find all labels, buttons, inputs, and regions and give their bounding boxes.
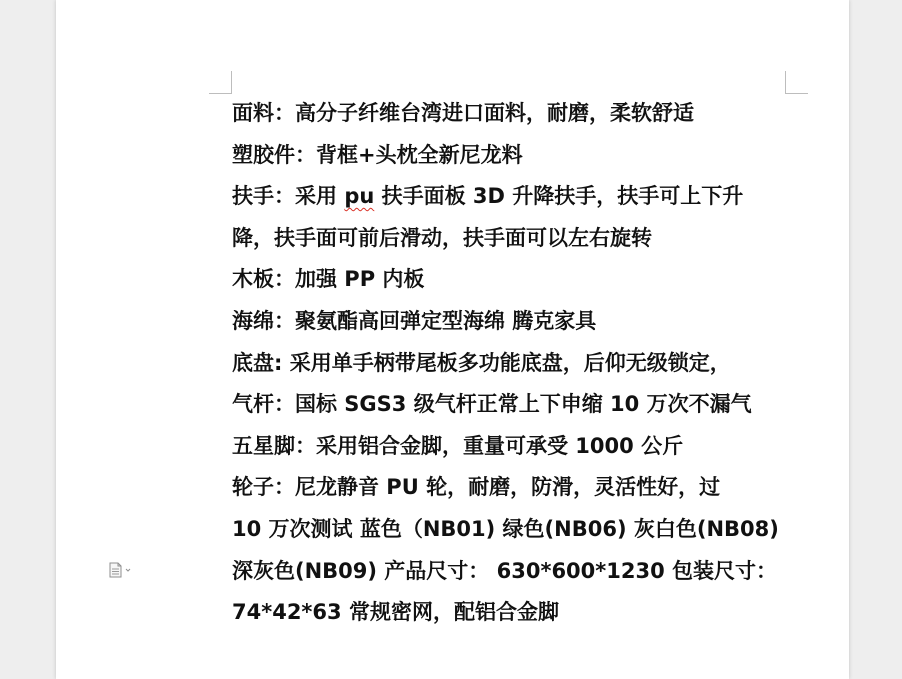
- text-run: 降，扶手面可前后滑动，扶手面可以左右旋转: [232, 225, 652, 250]
- paragraph-line: [232, 509, 792, 551]
- paragraph-line: [232, 93, 792, 135]
- paragraph-line: [232, 259, 792, 301]
- document-page[interactable]: [56, 0, 849, 679]
- text-run: 底盘: 采用单手柄带尾板多功能底盘，后仰无级锁定，: [232, 350, 731, 375]
- paragraph-line: [232, 343, 792, 385]
- text-run: 木板：加强 PP 内板: [232, 267, 425, 292]
- text-run: 扶手面板 3D 升降扶手，扶手可上下升: [374, 184, 744, 209]
- document-body[interactable]: [232, 93, 792, 634]
- document-options-icon[interactable]: [108, 562, 136, 578]
- paragraph-line: [232, 467, 792, 509]
- text-run: 74*42*63 常规密网，配铝合金脚: [232, 600, 559, 625]
- text-run: 气杆：国标 SGS3 级气杆正常上下申缩 10 万次不漏气: [232, 392, 752, 417]
- paragraph-line: [232, 176, 792, 218]
- margin-corner-top-right: [785, 71, 808, 94]
- document-options-glyph: [108, 562, 136, 578]
- text-run: 10 万次测试 蓝色（NB01) 绿色(NB06) 灰白色(NB08): [232, 516, 779, 541]
- paragraph-line: [232, 384, 792, 426]
- text-run: 轮子：尼龙静音 PU 轮，耐磨，防滑，灵活性好，过: [232, 475, 721, 500]
- text-run: 塑胶件：背框+头枕全新尼龙料: [232, 142, 523, 167]
- spellcheck-word[interactable]: pu: [344, 184, 375, 209]
- paragraph-line: [232, 218, 792, 260]
- paragraph-line: [232, 592, 792, 634]
- paragraph-line: [232, 301, 792, 343]
- paragraph-line: [232, 426, 792, 468]
- text-run: 扶手：采用: [232, 184, 345, 209]
- paragraph-line: [232, 551, 792, 593]
- paragraph-line: [232, 135, 792, 177]
- text-run: 深灰色(NB09) 产品尺寸： 630*600*1230 包装尺寸：: [232, 558, 778, 583]
- text-run: 五星脚：采用铝合金脚，重量可承受 1000 公斤: [232, 433, 684, 458]
- text-run: 海绵：聚氨酯高回弹定型海绵 腾克家具: [232, 308, 597, 333]
- text-run: 面料：高分子纤维台湾进口面料，耐磨，柔软舒适: [232, 101, 694, 125]
- margin-corner-top-left: [209, 71, 232, 94]
